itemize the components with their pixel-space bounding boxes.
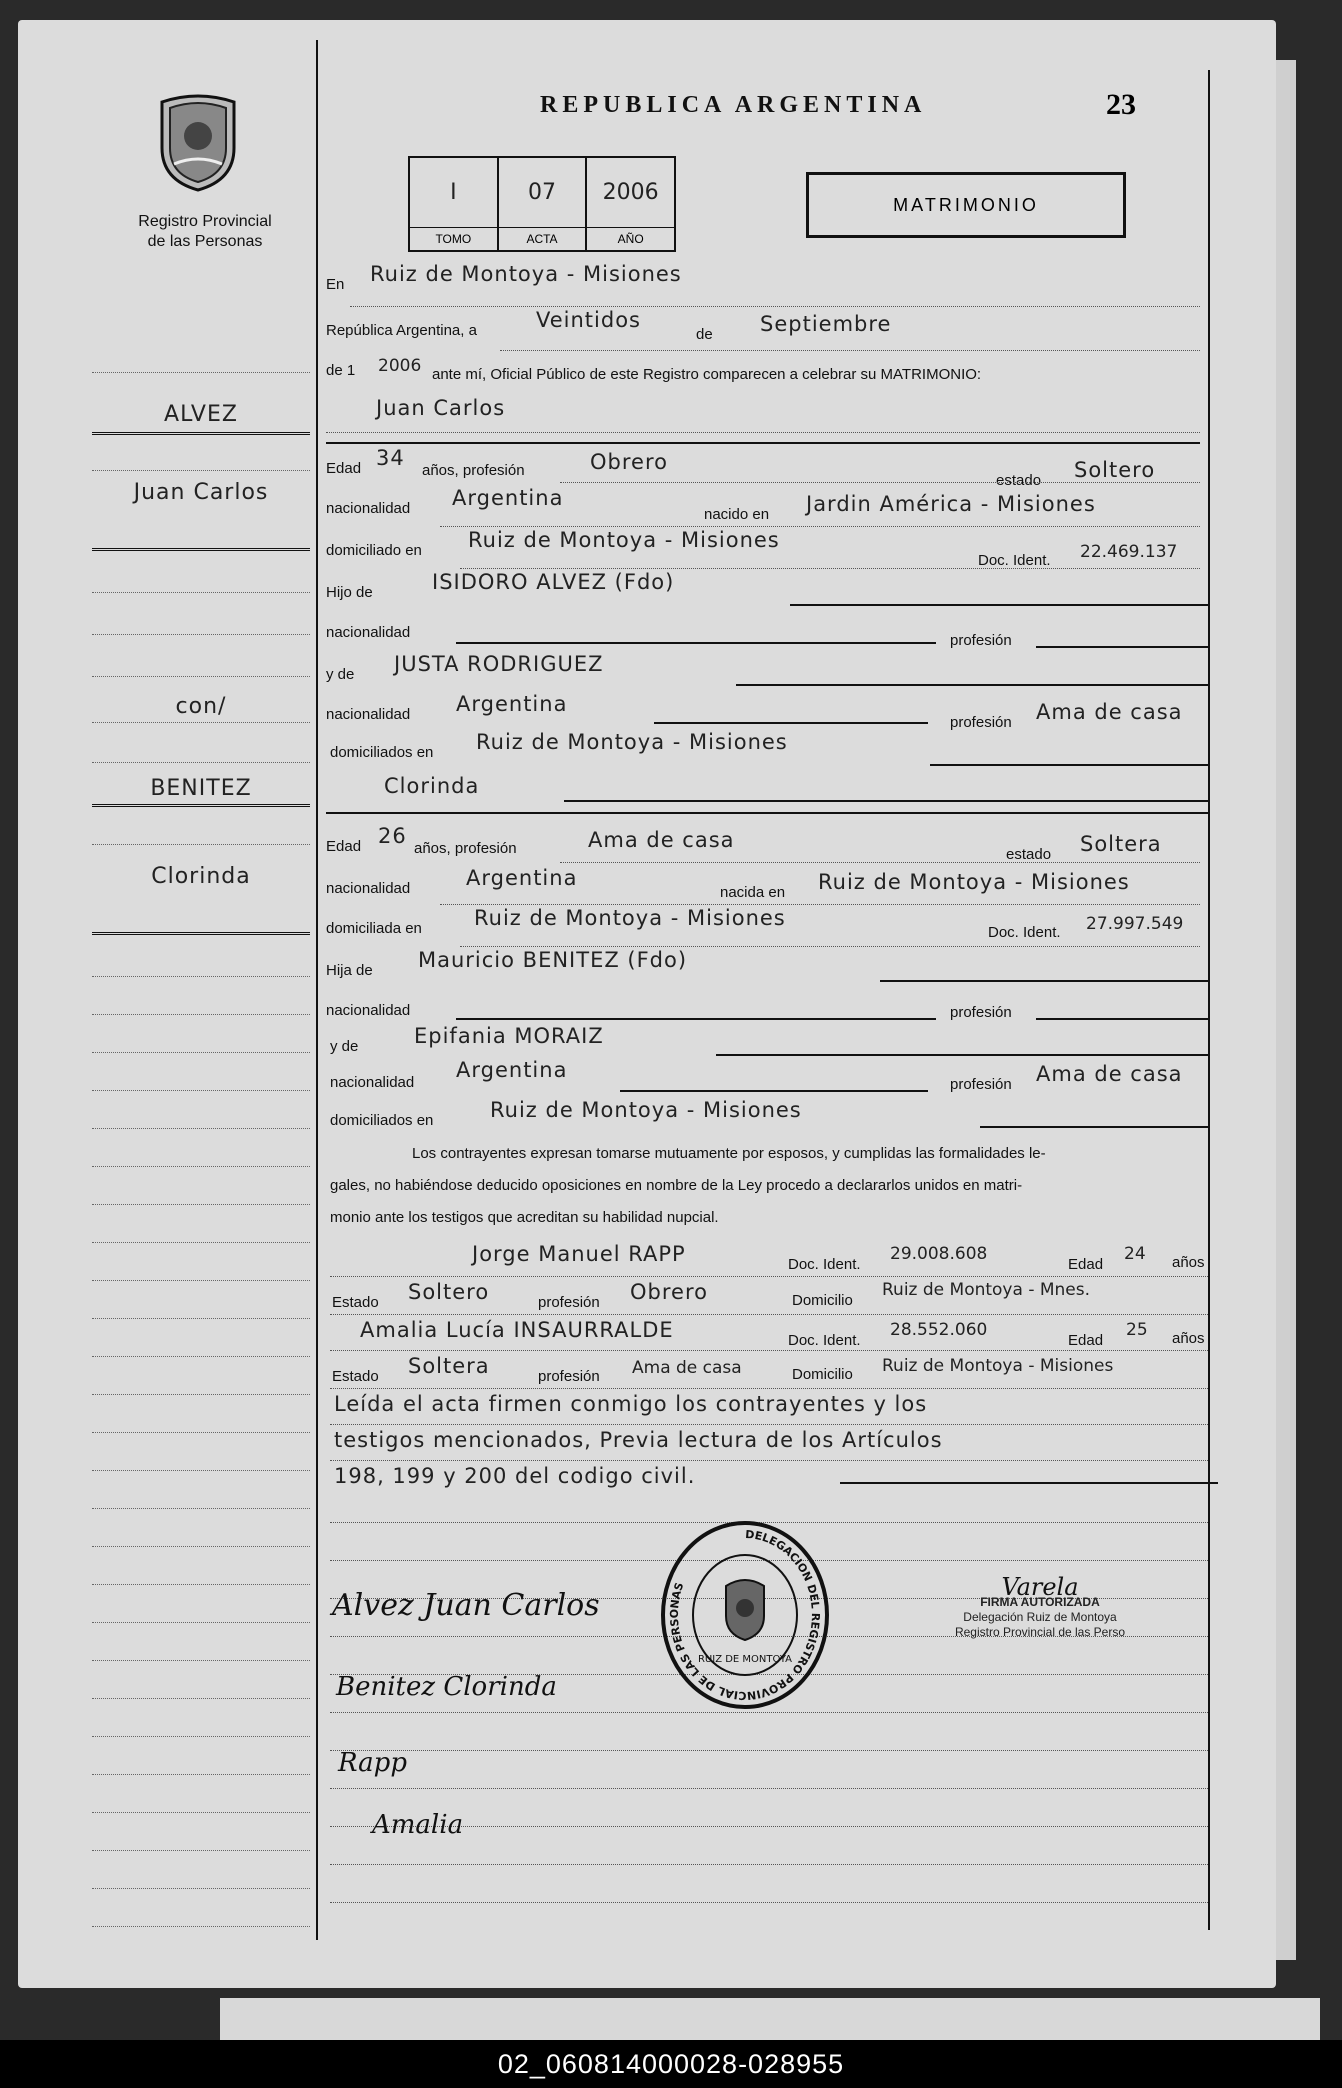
margin-line [92, 372, 310, 373]
margin-line [92, 1356, 310, 1357]
scan-bottom-strip [220, 1998, 1320, 2040]
declaration-line-1: Los contrayentes expresan tomarse mutuamente por esposos, y cumplidas las formalidades le- [412, 1145, 1046, 1162]
line [654, 722, 928, 724]
witness1-name: Jorge Manuel RAPP [472, 1242, 686, 1266]
witness1-profesion-label: profesión [538, 1294, 600, 1311]
margin-line [92, 1622, 310, 1623]
groom-mother-nationality: Argentina [456, 692, 568, 716]
bride-mother: Epifania MORAIZ [414, 1024, 604, 1048]
line [326, 432, 1200, 433]
ano-cell [587, 158, 674, 250]
margin-groom-surname: ALVEZ [164, 402, 238, 427]
line [620, 1090, 928, 1092]
page-number: 23 [1106, 88, 1136, 121]
line [330, 1864, 1208, 1865]
margin-line [92, 676, 310, 677]
day-value: Veintidos [536, 308, 641, 332]
place-value: Ruiz de Montoya - Misiones [370, 262, 682, 286]
ante-text: ante mí, Oficial Público de este Registro comparecen a celebrar su MATRIMONIO: [432, 366, 982, 383]
page-edge [1276, 60, 1296, 1960]
witness1-doc: 29.008.608 [890, 1244, 988, 1264]
bride-age: 26 [378, 824, 407, 848]
line [350, 306, 1200, 307]
line [330, 1460, 1208, 1461]
section-rule [326, 812, 1208, 814]
margin-line [92, 592, 310, 593]
margin-line [92, 1242, 310, 1243]
margin-line [92, 1394, 310, 1395]
groom-doc: 22.469.137 [1080, 542, 1178, 562]
margin-line [92, 1736, 310, 1737]
declaration-line-2: gales, no habiéndose deducido oposiciones en nombre de la Ley procedo a declararlos unidos en matri- [330, 1177, 1023, 1194]
margin-line [92, 1280, 310, 1281]
line [456, 1018, 936, 1020]
witness1-profession: Obrero [630, 1280, 708, 1304]
groom-parents-dom-label: domiciliados en [330, 744, 434, 761]
witness2-domicile: Ruiz de Montoya - Misiones [882, 1356, 1114, 1376]
ano-label: AÑO [587, 227, 674, 250]
margin-line [92, 976, 310, 977]
ano-value: 2006 [602, 180, 659, 205]
groom-nacido-label: nacido en [704, 506, 770, 523]
margin-line [92, 1660, 310, 1661]
witness2-profesion-label: profesión [538, 1368, 600, 1385]
bride-anos-profesion-label: años, profesión [414, 840, 517, 857]
witness1-doc-label: Doc. Ident. [788, 1256, 861, 1273]
groom-father-nac-label: nacionalidad [326, 624, 411, 641]
scan-caption: 02_060814000028-028955 [0, 2040, 1342, 2088]
line [790, 604, 1208, 606]
witness2-edad-label: Edad [1068, 1332, 1104, 1349]
signature-witness-1: Rapp [338, 1748, 407, 1778]
line [440, 904, 1200, 905]
line [980, 1126, 1208, 1128]
document-page [18, 20, 1276, 1988]
tomo-cell [410, 158, 499, 250]
margin-line [92, 1812, 310, 1813]
declaration-text [330, 1138, 1208, 1234]
margin-line [92, 1432, 310, 1433]
line [564, 800, 1208, 802]
signature-bride: Benitez Clorinda [336, 1672, 557, 1702]
bride-domiciliada-label: domiciliada en [326, 920, 422, 937]
bride-mother-prof-label: profesión [950, 1076, 1012, 1093]
line [460, 946, 1200, 947]
margin-rule [92, 804, 310, 807]
margin-line [92, 1470, 310, 1471]
line [330, 1314, 1208, 1315]
act-type-box: MATRIMONIO [806, 172, 1126, 238]
year-value: 2006 [378, 356, 422, 376]
groom-y-de-label: y de [326, 666, 355, 683]
bride-doc: 27.997.549 [1086, 914, 1184, 934]
declaration-line-3: monio ante los testigos que acreditan su habilidad nupcial. [330, 1209, 719, 1226]
signature-witness-2: Amalia [372, 1810, 464, 1840]
margin-line [92, 1584, 310, 1585]
registry-line-1: Registro Provincial [138, 213, 272, 230]
bride-father: Mauricio BENITEZ (Fdo) [418, 948, 688, 972]
witness1-status: Soltero [408, 1280, 490, 1304]
bride-name-line: Clorinda [384, 774, 480, 798]
witness2-doc-label: Doc. Ident. [788, 1332, 861, 1349]
line [330, 1424, 1208, 1425]
acta-cell [499, 158, 588, 250]
margin-line [92, 470, 310, 471]
margin-divider [316, 40, 318, 1940]
authority-line-2: Delegación Ruiz de Montoya [963, 1610, 1117, 1624]
groom-edad-label: Edad [326, 460, 362, 477]
margin-line [92, 762, 310, 763]
line [716, 1054, 1208, 1056]
bride-parents-domicile: Ruiz de Montoya - Misiones [490, 1098, 802, 1122]
authorized-signature-block [940, 1573, 1140, 1640]
margin-line [92, 1698, 310, 1699]
margin-groom-name: Juan Carlos [133, 480, 269, 505]
section-rule [326, 442, 1200, 444]
registry-name [110, 212, 300, 252]
groom-parents-domicile: Ruiz de Montoya - Misiones [476, 730, 788, 754]
margin-line [92, 1850, 310, 1851]
line [1036, 646, 1208, 648]
line [330, 1276, 1208, 1277]
groom-birthplace: Jardin América - Misiones [806, 492, 1096, 516]
witness2-age: 25 [1126, 1320, 1148, 1340]
groom-father-prof-label: profesión [950, 632, 1012, 649]
bride-estado-label: estado [1006, 846, 1052, 863]
bride-birthplace: Ruiz de Montoya - Misiones [818, 870, 1130, 894]
line [330, 1902, 1208, 1903]
witness1-estado-label: Estado [332, 1294, 379, 1311]
margin-line [92, 1128, 310, 1129]
groom-status: Soltero [1074, 458, 1156, 482]
closing-line-3: 198, 199 y 200 del codigo civil. [334, 1464, 696, 1488]
witness2-status: Soltera [408, 1354, 490, 1378]
line [500, 350, 1200, 351]
margin-rule [92, 432, 310, 435]
margin-line [92, 1166, 310, 1167]
margin-conjunction: con/ [175, 694, 227, 719]
groom-mother: JUSTA RODRIGUEZ [394, 652, 604, 676]
bride-y-de-label: y de [330, 1038, 359, 1055]
witness1-edad-label: Edad [1068, 1256, 1104, 1273]
line [330, 1350, 1208, 1351]
margin-line [92, 1508, 310, 1509]
authority-title: FIRMA AUTORIZADA [980, 1595, 1100, 1609]
line [1036, 1018, 1208, 1020]
line [736, 684, 1208, 686]
witness2-name: Amalia Lucía INSAURRALDE [360, 1318, 674, 1342]
country-heading: REPUBLICA ARGENTINA [540, 92, 927, 118]
republica-label: República Argentina, a [326, 322, 477, 339]
year-prefix: de 1 [326, 362, 356, 379]
witness2-domicilio-label: Domicilio [792, 1366, 853, 1383]
witness2-anos-label: años [1172, 1330, 1205, 1347]
line [840, 1482, 1218, 1484]
witness2-estado-label: Estado [332, 1368, 379, 1385]
margin-line [92, 1052, 310, 1053]
bride-mother-nationality: Argentina [456, 1058, 568, 1082]
margin-bride-surname: BENITEZ [150, 776, 252, 801]
line [930, 764, 1208, 766]
bride-nacionalidad-label: nacionalidad [326, 880, 411, 897]
groom-estado-label: estado [996, 472, 1042, 489]
groom-profession: Obrero [590, 450, 668, 474]
right-border [1208, 70, 1210, 1930]
margin-line [92, 1014, 310, 1015]
margin-line [92, 1204, 310, 1205]
margin-line [92, 1774, 310, 1775]
groom-domiciliado-label: domiciliado en [326, 542, 422, 559]
line [440, 526, 1200, 527]
closing-line-2: testigos mencionados, Previa lectura de los Artículos [334, 1428, 943, 1452]
authority-signature: Varela [1001, 1573, 1079, 1601]
groom-anos-profesion-label: años, profesión [422, 462, 525, 479]
closing-line-1: Leída el acta firmen conmigo los contrayentes y los [334, 1392, 928, 1416]
stamp-ring-text: DELEGACION DEL REGISTRO PROVINCIAL DE LAS PERSONAS [667, 1527, 823, 1703]
groom-doc-label: Doc. Ident. [978, 552, 1051, 569]
witness1-anos-label: años [1172, 1254, 1205, 1271]
groom-father: ISIDORO ALVEZ (Fdo) [432, 570, 675, 594]
margin-line [92, 722, 310, 723]
witness2-doc: 28.552.060 [890, 1320, 988, 1340]
de-label: de [696, 326, 713, 343]
witness2-profession: Ama de casa [632, 1358, 742, 1378]
witness1-age: 24 [1124, 1244, 1146, 1264]
margin-line [92, 1318, 310, 1319]
bride-hija-label: Hija de [326, 962, 373, 979]
groom-nationality: Argentina [452, 486, 564, 510]
witness1-domicilio-label: Domicilio [792, 1292, 853, 1309]
registry-line-2: de las Personas [147, 233, 263, 250]
margin-rule [92, 932, 310, 935]
acta-value: 07 [528, 180, 556, 205]
line [330, 1712, 1208, 1713]
line [560, 862, 1200, 863]
bride-parents-dom-label: domiciliados en [330, 1112, 434, 1129]
groom-age: 34 [376, 446, 405, 470]
tomo-label: TOMO [410, 227, 497, 250]
signature-groom: Alvez Juan Carlos [332, 1588, 600, 1623]
bride-mother-nac-label: nacionalidad [330, 1074, 415, 1091]
groom-mother-profession: Ama de casa [1036, 700, 1183, 724]
provincial-seal-icon [152, 88, 244, 192]
margin-line [92, 1090, 310, 1091]
bride-doc-label: Doc. Ident. [988, 924, 1061, 941]
tomo-acta-ano-box [408, 156, 676, 252]
margin-line [92, 844, 310, 845]
margin-line [92, 1926, 310, 1927]
margin-line [92, 1888, 310, 1889]
bride-father-prof-label: profesión [950, 1004, 1012, 1021]
official-stamp [660, 1520, 830, 1710]
margin-line [92, 1546, 310, 1547]
line [330, 1788, 1208, 1789]
groom-mother-prof-label: profesión [950, 714, 1012, 731]
bride-mother-profession: Ama de casa [1036, 1062, 1183, 1086]
bride-status: Soltera [1080, 832, 1162, 856]
groom-mother-nac-label: nacionalidad [326, 706, 411, 723]
authority-line-3: Registro Provincial de las Perso [954, 1625, 1126, 1639]
groom-nacionalidad-label: nacionalidad [326, 500, 411, 517]
groom-domicile: Ruiz de Montoya - Misiones [468, 528, 780, 552]
groom-hijo-label: Hijo de [326, 584, 373, 601]
line [456, 642, 936, 644]
groom-full-name: Juan Carlos [376, 396, 506, 420]
margin-line [92, 634, 310, 635]
bride-domicile: Ruiz de Montoya - Misiones [474, 906, 786, 930]
line [330, 1750, 1208, 1751]
line [880, 980, 1208, 982]
margin-rule [92, 548, 310, 551]
line [460, 568, 1200, 569]
acta-label: ACTA [499, 227, 586, 250]
margin-bride-name: Clorinda [151, 864, 251, 889]
month-value: Septiembre [760, 312, 892, 336]
bride-profession: Ama de casa [588, 828, 735, 852]
bride-nationality: Argentina [466, 866, 578, 890]
line [330, 1388, 1208, 1389]
stamp-center-text: RUIZ DE MONTOYA [697, 1654, 793, 1665]
bride-edad-label: Edad [326, 838, 362, 855]
line [560, 482, 1200, 483]
bride-nacida-label: nacida en [720, 884, 786, 901]
bride-father-nac-label: nacionalidad [326, 1002, 411, 1019]
tomo-value: I [450, 180, 457, 205]
en-label: En [326, 276, 345, 293]
witness1-domicile: Ruiz de Montoya - Mnes. [882, 1280, 1091, 1300]
